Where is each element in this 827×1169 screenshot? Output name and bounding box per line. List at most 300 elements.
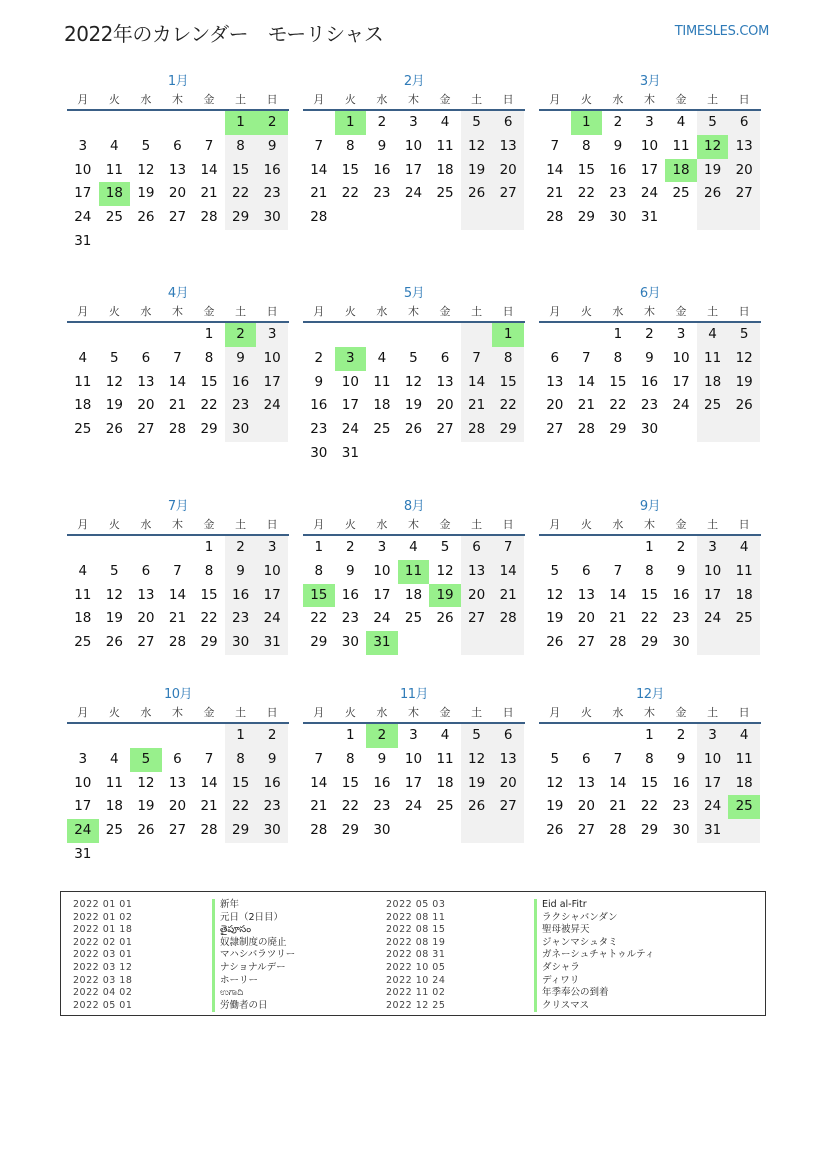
empty-cell	[602, 536, 634, 560]
day-cell: 24	[74, 209, 92, 226]
weekday-label: 木	[171, 706, 183, 719]
weekday-header	[539, 91, 761, 111]
day-cell: 15	[640, 774, 659, 791]
day-cell: 16	[341, 586, 359, 603]
day-cell: 22	[341, 185, 359, 202]
day-cell: 23	[225, 394, 257, 418]
day-cell: 13	[168, 774, 187, 791]
empty-cell	[130, 111, 162, 135]
day-cell: 28	[168, 634, 187, 651]
day-cell: 15	[225, 772, 257, 796]
day-cell: 22	[577, 185, 595, 202]
day-cell: 17	[256, 371, 288, 395]
weekday-header	[67, 516, 289, 536]
weekday-label: 火	[108, 305, 120, 318]
day-cell: 4	[78, 349, 88, 366]
day-cell: 20	[436, 397, 454, 414]
weekday-label: 土	[707, 518, 719, 531]
day-cell: 25	[74, 421, 92, 438]
day-cell: 10	[697, 560, 729, 584]
day-cell: 8	[582, 137, 591, 154]
day-cell: 18	[728, 772, 760, 796]
day-cell: 13	[577, 586, 595, 603]
day-cell: 14	[577, 373, 595, 390]
weekday-header	[539, 516, 761, 536]
day-cell: 26	[137, 822, 155, 839]
day-cell: 6	[173, 137, 182, 154]
day-cell: 2	[346, 539, 355, 555]
day-cell: 9	[645, 349, 654, 366]
empty-cell	[366, 323, 398, 347]
day-cell: 5	[110, 562, 119, 579]
empty-cell	[728, 206, 760, 230]
empty-cell	[539, 323, 571, 347]
day-cell: 7	[613, 562, 623, 579]
empty-cell	[67, 536, 99, 560]
holiday-day-cell: 11	[398, 560, 430, 584]
day-cell: 11	[105, 774, 123, 791]
empty-cell	[130, 536, 162, 560]
empty-cell	[398, 206, 430, 230]
day-cell: 10	[256, 347, 288, 371]
holiday-day-cell: 1	[225, 111, 257, 135]
day-cell: 10	[256, 560, 288, 584]
day-cell: 25	[728, 607, 760, 631]
day-cell: 31	[697, 819, 729, 843]
day-cell: 20	[168, 185, 187, 202]
weekday-label: 木	[171, 305, 183, 318]
weekday-label: 日	[266, 706, 278, 719]
empty-cell	[99, 843, 131, 867]
weekday-header	[303, 303, 525, 323]
day-cell: 6	[461, 536, 493, 560]
day-cell: 14	[200, 774, 218, 791]
day-cell: 9	[225, 560, 257, 584]
holiday-day-cell: 12	[697, 135, 729, 159]
day-cell: 27	[137, 634, 155, 651]
weekday-label: 火	[344, 305, 356, 318]
day-cell: 17	[404, 161, 423, 178]
weekday-header	[67, 303, 289, 323]
day-cell: 16	[640, 373, 659, 390]
month-block	[67, 285, 289, 442]
day-cell: 11	[105, 161, 123, 178]
weekday-label: 土	[471, 518, 483, 531]
day-cell: 31	[640, 209, 659, 226]
month-title: 8月	[403, 499, 425, 514]
day-cell: 6	[582, 750, 591, 767]
holiday-date: 2022 01 18	[73, 924, 133, 936]
weekday-label: 土	[235, 706, 247, 719]
day-grid	[539, 323, 761, 442]
day-cell: 8	[314, 562, 324, 579]
day-cell: 2	[314, 349, 324, 366]
day-cell: 4	[440, 727, 450, 743]
day-cell: 19	[404, 397, 423, 414]
day-cell: 18	[404, 586, 423, 603]
day-cell: 14	[310, 161, 328, 178]
day-cell: 26	[697, 182, 729, 206]
empty-cell	[99, 724, 131, 748]
weekday-label: 水	[376, 93, 388, 106]
day-cell: 1	[204, 539, 214, 555]
day-grid	[67, 323, 289, 442]
weekday-label: 土	[235, 305, 247, 318]
day-cell: 1	[314, 539, 324, 555]
holiday-date: 2022 10 24	[386, 974, 446, 986]
day-cell: 17	[373, 586, 391, 603]
day-cell: 26	[461, 182, 493, 206]
day-cell: 9	[377, 750, 387, 767]
day-cell: 21	[609, 610, 627, 627]
day-cell: 4	[409, 539, 418, 555]
weekday-label: 水	[140, 518, 152, 531]
day-cell: 18	[436, 774, 454, 791]
day-cell: 2	[676, 727, 686, 743]
day-cell: 28	[310, 822, 328, 839]
day-grid	[67, 111, 289, 254]
day-cell: 20	[728, 159, 760, 183]
day-cell: 28	[609, 822, 627, 839]
weekday-header	[303, 516, 525, 536]
day-cell: 19	[105, 397, 123, 414]
month-title: 6月	[639, 286, 661, 301]
weekday-label: 水	[612, 93, 624, 106]
day-cell: 2	[225, 536, 257, 560]
weekday-label: 月	[77, 706, 89, 719]
day-cell: 3	[697, 536, 729, 560]
site-logo[interactable]: TIMESLES.COM	[674, 24, 769, 39]
day-cell: 13	[492, 135, 524, 159]
day-cell: 25	[672, 185, 690, 202]
day-cell: 27	[168, 822, 187, 839]
day-cell: 3	[256, 536, 288, 560]
day-cell: 8	[645, 562, 654, 579]
weekday-header	[67, 91, 289, 111]
day-cell: 9	[377, 137, 387, 154]
empty-cell	[67, 323, 99, 347]
day-cell: 7	[582, 349, 591, 366]
day-cell: 12	[728, 347, 760, 371]
weekday-label: 土	[707, 706, 719, 719]
day-cell: 28	[310, 209, 328, 226]
weekday-label: 日	[502, 706, 514, 719]
day-cell: 3	[697, 724, 729, 748]
empty-cell	[398, 323, 430, 347]
holiday-name: 新年	[212, 899, 295, 912]
empty-cell	[130, 323, 162, 347]
day-cell: 3	[645, 114, 654, 130]
day-cell: 10	[373, 562, 391, 579]
day-cell: 29	[225, 819, 257, 843]
holiday-day-cell: 1	[571, 111, 603, 135]
holiday-date: 2022 05 01	[73, 999, 133, 1011]
empty-cell	[99, 536, 131, 560]
holiday-date: 2022 08 15	[386, 924, 446, 936]
day-cell: 19	[105, 610, 123, 627]
day-cell: 28	[577, 421, 595, 438]
weekday-label: 水	[140, 706, 152, 719]
day-cell: 19	[137, 185, 155, 202]
holiday-date: 2022 03 12	[73, 961, 133, 973]
day-cell: 20	[461, 584, 493, 608]
day-cell: 22	[492, 394, 524, 418]
day-cell: 17	[697, 772, 729, 796]
holiday-date: 2022 12 25	[386, 999, 446, 1011]
holiday-date: 2022 02 01	[73, 936, 133, 948]
day-cell: 27	[436, 421, 454, 438]
day-cell: 20	[137, 397, 155, 414]
day-cell: 20	[168, 798, 187, 815]
day-cell: 22	[225, 182, 257, 206]
day-cell: 22	[310, 610, 328, 627]
holiday-date: 2022 01 02	[73, 911, 133, 923]
day-cell: 2	[613, 114, 623, 130]
weekday-label: 木	[643, 518, 655, 531]
weekday-label: 金	[675, 305, 687, 318]
day-cell: 27	[546, 421, 564, 438]
day-cell: 1	[225, 724, 257, 748]
day-cell: 22	[200, 397, 218, 414]
day-cell: 26	[105, 634, 123, 651]
day-cell: 22	[200, 610, 218, 627]
day-cell: 26	[546, 634, 564, 651]
day-cell: 17	[404, 774, 423, 791]
day-cell: 12	[436, 562, 454, 579]
holiday-list	[60, 891, 766, 1016]
empty-cell	[492, 631, 524, 655]
day-cell: 3	[676, 326, 686, 342]
day-cell: 11	[436, 137, 454, 154]
day-cell: 8	[492, 347, 524, 371]
holiday-day-cell: 2	[366, 724, 398, 748]
empty-cell	[429, 323, 461, 347]
day-cell: 12	[404, 373, 423, 390]
day-cell: 24	[697, 607, 729, 631]
holiday-name: クリスマス	[534, 1000, 654, 1013]
holiday-day-cell: 2	[225, 323, 257, 347]
weekday-label: 月	[549, 518, 561, 531]
day-cell: 5	[461, 724, 493, 748]
day-cell: 10	[74, 161, 92, 178]
day-cell: 13	[137, 373, 155, 390]
day-cell: 16	[373, 161, 391, 178]
day-cell: 27	[577, 634, 595, 651]
weekday-label: 木	[407, 93, 419, 106]
month-block	[303, 686, 525, 843]
holiday-day-cell: 1	[335, 111, 367, 135]
empty-cell	[461, 323, 493, 347]
weekday-label: 月	[313, 518, 325, 531]
weekday-label: 金	[203, 305, 215, 318]
day-cell: 7	[550, 137, 560, 154]
day-cell: 16	[373, 774, 391, 791]
day-cell: 23	[373, 798, 391, 815]
day-cell: 23	[256, 795, 288, 819]
empty-cell	[162, 536, 194, 560]
day-cell: 21	[200, 185, 218, 202]
day-cell: 29	[492, 418, 524, 442]
day-cell: 15	[200, 373, 218, 390]
day-cell: 9	[256, 135, 288, 159]
day-cell: 25	[697, 394, 729, 418]
month-block	[539, 73, 761, 230]
empty-cell	[571, 724, 603, 748]
weekday-label: 木	[407, 305, 419, 318]
day-cell: 9	[613, 137, 623, 154]
day-cell: 13	[461, 560, 493, 584]
day-cell: 8	[225, 135, 257, 159]
empty-cell	[492, 819, 524, 843]
day-cell: 29	[640, 822, 659, 839]
day-cell: 30	[609, 209, 627, 226]
day-cell: 5	[409, 349, 418, 366]
empty-cell	[67, 111, 99, 135]
day-cell: 25	[436, 185, 454, 202]
empty-cell	[602, 724, 634, 748]
day-cell: 30	[341, 634, 359, 651]
day-cell: 2	[645, 326, 654, 342]
day-cell: 15	[225, 159, 257, 183]
day-cell: 8	[204, 562, 214, 579]
weekday-label: 土	[471, 305, 483, 318]
day-cell: 4	[440, 114, 450, 130]
empty-cell	[461, 206, 493, 230]
day-cell: 14	[609, 774, 627, 791]
day-cell: 14	[492, 560, 524, 584]
holiday-day-cell: 24	[67, 819, 99, 843]
weekday-label: 水	[140, 93, 152, 106]
day-cell: 30	[672, 822, 690, 839]
day-cell: 27	[137, 421, 155, 438]
holiday-date: 2022 05 03	[386, 899, 446, 910]
day-cell: 26	[436, 610, 454, 627]
day-cell: 19	[461, 159, 493, 183]
day-cell: 24	[672, 397, 690, 414]
day-cell: 26	[461, 795, 493, 819]
day-cell: 28	[168, 421, 187, 438]
day-cell: 28	[546, 209, 564, 226]
month-block	[303, 498, 525, 655]
weekday-label: 木	[643, 93, 655, 106]
day-cell: 11	[74, 586, 92, 603]
day-cell: 29	[341, 822, 359, 839]
holiday-day-cell: 19	[429, 584, 461, 608]
holiday-day-cell: 15	[303, 584, 335, 608]
day-cell: 6	[582, 562, 591, 579]
day-cell: 1	[613, 326, 623, 342]
weekday-label: 月	[313, 305, 325, 318]
day-cell: 8	[204, 349, 214, 366]
holiday-names-right	[534, 899, 654, 1012]
day-cell: 18	[74, 610, 92, 627]
day-cell: 5	[141, 137, 151, 154]
weekday-label: 月	[77, 93, 89, 106]
weekday-label: 日	[738, 305, 750, 318]
weekday-label: 土	[471, 706, 483, 719]
day-cell: 30	[256, 206, 288, 230]
weekday-header	[303, 91, 525, 111]
day-cell: 19	[461, 772, 493, 796]
empty-cell	[130, 724, 162, 748]
empty-cell	[256, 843, 288, 867]
day-cell: 13	[168, 161, 187, 178]
weekday-label: 日	[738, 93, 750, 106]
empty-cell	[429, 206, 461, 230]
day-cell: 16	[256, 159, 288, 183]
holiday-day-cell: 31	[366, 631, 398, 655]
day-cell: 15	[492, 371, 524, 395]
day-cell: 8	[613, 349, 623, 366]
weekday-label: 日	[266, 93, 278, 106]
day-cell: 5	[461, 111, 493, 135]
empty-cell	[193, 230, 225, 254]
empty-cell	[162, 230, 194, 254]
day-cell: 4	[377, 349, 387, 366]
day-cell: 27	[728, 182, 760, 206]
day-cell: 30	[225, 631, 257, 655]
day-cell: 26	[137, 209, 155, 226]
day-cell: 24	[404, 185, 423, 202]
day-cell: 26	[728, 394, 760, 418]
weekday-label: 火	[580, 706, 592, 719]
day-cell: 29	[310, 634, 328, 651]
day-cell: 19	[546, 610, 564, 627]
day-cell: 6	[440, 349, 450, 366]
day-cell: 7	[492, 536, 524, 560]
day-cell: 22	[225, 795, 257, 819]
month-block	[67, 73, 289, 254]
empty-cell	[225, 230, 257, 254]
holiday-name: ジャンマシュタミ	[534, 937, 654, 950]
day-cell: 30	[225, 418, 257, 442]
day-cell: 1	[645, 727, 654, 743]
day-cell: 21	[461, 394, 493, 418]
empty-cell	[193, 843, 225, 867]
month-title: 9月	[639, 499, 661, 514]
day-cell: 8	[346, 750, 355, 767]
holiday-name: 奴隷制度の廃止	[212, 937, 295, 950]
day-cell: 17	[640, 161, 659, 178]
day-cell: 12	[105, 373, 123, 390]
day-cell: 11	[728, 748, 760, 772]
day-cell: 12	[105, 586, 123, 603]
day-cell: 13	[492, 748, 524, 772]
day-cell: 14	[168, 586, 187, 603]
empty-cell	[539, 536, 571, 560]
weekday-label: 火	[108, 706, 120, 719]
weekday-label: 木	[643, 305, 655, 318]
holiday-date: 2022 03 18	[73, 974, 133, 986]
day-cell: 10	[341, 373, 359, 390]
month-title: 3月	[639, 74, 661, 89]
day-cell: 27	[168, 209, 187, 226]
day-cell: 24	[640, 185, 659, 202]
empty-cell	[571, 323, 603, 347]
day-cell: 29	[640, 634, 659, 651]
day-cell: 12	[461, 135, 493, 159]
weekday-label: 金	[675, 706, 687, 719]
day-cell: 18	[105, 798, 123, 815]
day-cell: 20	[492, 159, 524, 183]
empty-cell	[697, 206, 729, 230]
day-cell: 1	[645, 539, 654, 555]
day-cell: 22	[609, 397, 627, 414]
empty-cell	[366, 206, 398, 230]
weekday-header	[539, 303, 761, 323]
day-cell: 23	[256, 182, 288, 206]
empty-cell	[193, 111, 225, 135]
